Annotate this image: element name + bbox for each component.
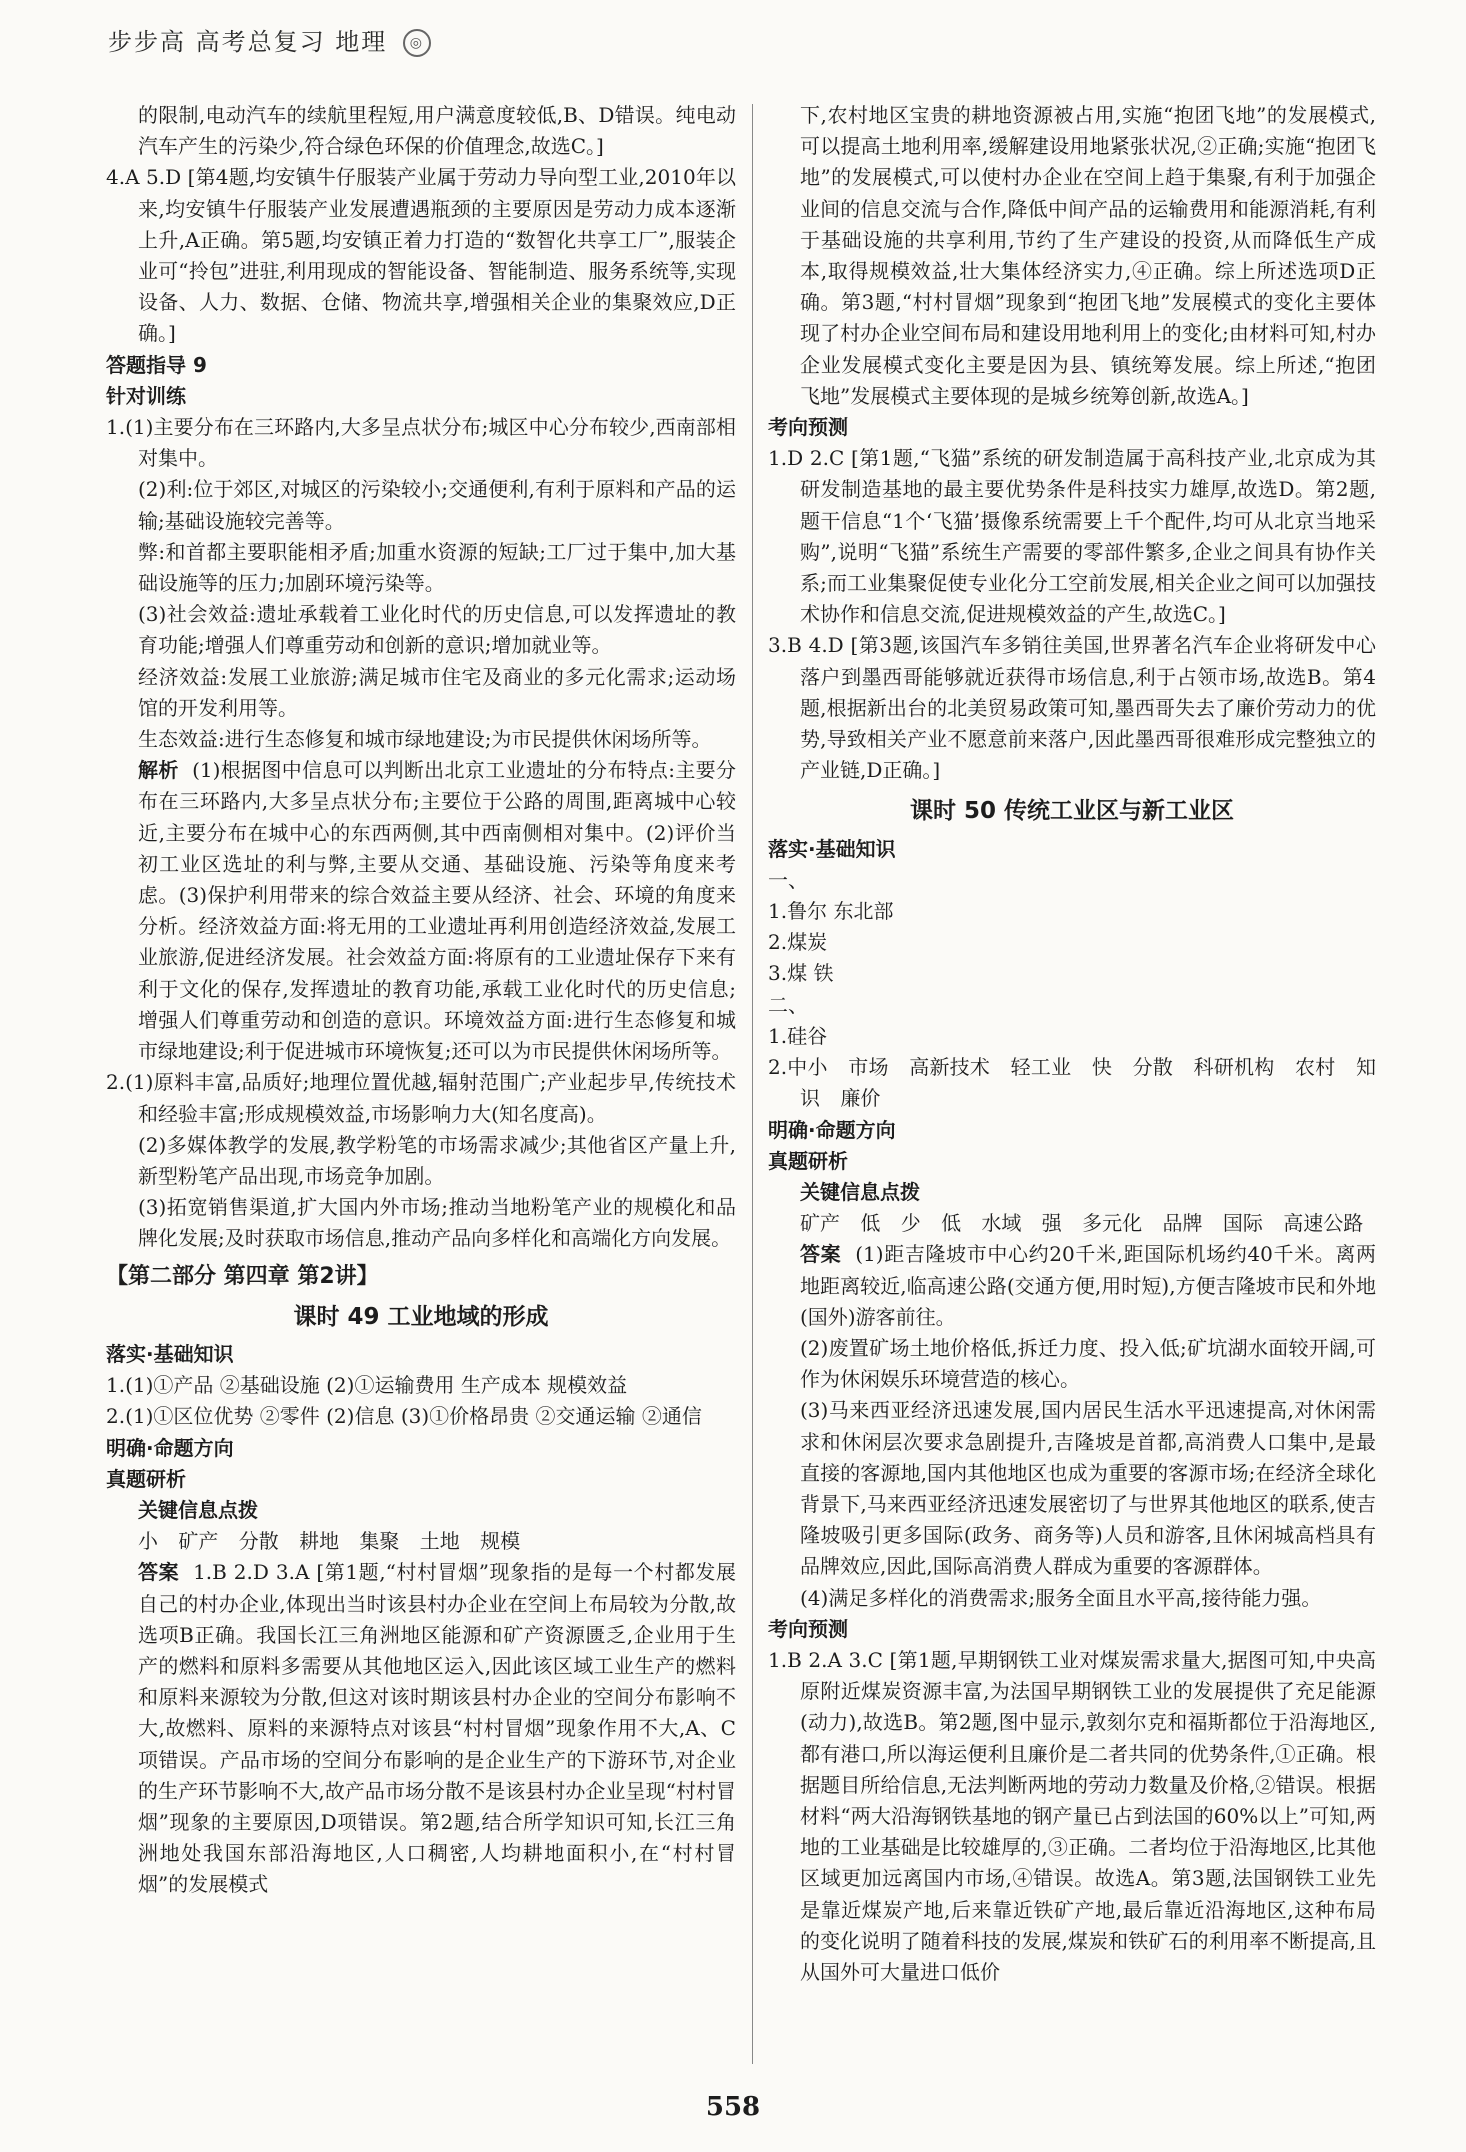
left-column [106,100,736,1901]
answer-1-3c: 生态效益:进行生态修复和城市绿地建设;为市民提供休闲场所等。 [138,727,712,752]
basic-item: 2.煤炭 [768,930,828,955]
forecast-3-4: 3.B 4.D [第3题,该国汽车多销往美国,世界著名汽车企业将研发中心落户到墨西哥能够就近获得市场信息,利于占领市场,故选B。第4题,根据新出台的北美贸易政策可知,墨西哥失去了廉价劳动力的优势,导致相关产业不愿意前来落户,因此墨西哥很难形成完整独立的产业链,D正确。] [768,633,1376,783]
answer-block [768,1239,1376,1333]
answer-4-5: 4.A 5.D [第4题,均安镇牛仔服装产业属于劳动力导向型工业,2010年以来,均安镇牛仔服装产业发展遭遇瓶颈的主要原因是劳动力成本逐渐上升,A正确。第5题,均安镇正着力打造的“数智化共享工厂”,服装企业可“拎包”进驻,利用现成的智能设备、智能制造、服务系统等,实现设备、人力、数据、仓储、物流共享,增强相关企业的集聚效应,D正确。] [106,165,736,346]
sub-heading: 一、 [768,867,808,892]
subsection-heading: 关键信息点拨 [800,1179,920,1204]
section-heading: 明确·命题方向 [106,1435,234,1460]
forecast-1-3: 1.B 2.A 3.C [第1题,早期钢铁工业对煤炭需求量大,据图可知,中央高原附近煤炭资源丰富,为法国早期钢铁工业的发展提供了充足能源(动力),故选B。第2题,图中显示,敦刻尔克和福斯都位于沿海地区,都有港口,所以海运便利且廉价是二者共同的优势条件,①正确。根据题目所给信息,无法判断两地的劳动力数量及价格,②错误。根据材料“两大沿海钢铁基地的钢产量已占到法国的60%以上”可知,两地的工业基础是比较雄厚的,③正确。二者均位于沿海地区,比其他区域更加远离国内市场,④错误。故选A。第3题,法国钢铁工业先是靠近煤炭产地,后来靠近铁矿产地,最后靠近沿海地区,这种布局的变化说明了随着科技的发展,煤炭和铁矿石的利用率不断提高,且从国外可大量进口低价 [768,1647,1376,1984]
right-column [768,100,1376,1988]
basic-item: 2.中小 市场 高新技术 轻工业 快 分散 科研机构 农村 知识 廉价 [768,1055,1376,1111]
answer-1-2: (2)利:位于郊区,对城区的污染较小;交通便利,有利于原料和产品的运输;基础设施较完善等。 [138,477,736,533]
section-heading: 考向预测 [768,1616,848,1641]
lesson-title: 课时 50 传统工业区与新工业区 [909,798,1235,825]
paragraph: 的限制,电动汽车的续航里程短,用户满意度较低,B、D错误。纯电动汽车产生的污染少,符合绿色环保的价值理念,故选C。] [138,103,736,159]
answer-block [106,1557,736,1900]
basic-2: 2.(1)①区位优势 ②零件 (2)信息 (3)①价格昂贵 ②交通运输 ②通信 [106,1404,702,1429]
part-heading: 【第二部分 第四章 第2讲】 [106,1263,379,1289]
answer-text: 1.B 2.D 3.A [第1题,“村村冒烟”现象指的是每一个村都发展自己的村办企业,体现出当时该县村办企业在空间上布局较为分散,故选项B正确。我国长江三角洲地区能源和矿产资源匮乏,企业用于生产的燃料和原料多需要从其他地区运入,因此该区域工业生产的燃料和原料来源较为分散,但这对该时期该县村办企业的空间分布影响不大,故燃料、原料的来源特点对该县“村村冒烟”现象作用不大,A、C项错误。产品市场的空间分布影响的是企业生产的下游环节,对企业的生产环节影响不大,故产品市场分散不是该县村办企业呈现“村村冒烟”现象的主要原因,D项错误。第2题,结合所学知识可知,长江三角洲地处我国东部沿海地区,人口稠密,人均耕地面积小,在“村村冒烟”的发展模式 [138,1560,737,1897]
basic-item: 1.硅谷 [768,1023,828,1048]
header-text: 步步高 高考总复习 地理 [108,28,388,56]
edition-badge-icon: ◎ [403,29,431,57]
section-heading: 答题指导 9 [106,352,207,377]
page-header [108,22,431,57]
basic-item: 1.鲁尔 东北部 [768,899,894,924]
subsection-heading: 关键信息点拨 [138,1497,258,1522]
answer-text: (1)距吉隆坡市中心约20千米,距国际机场约40千米。离两地距离较近,临高速公路(交通方便,用时短),方便吉隆坡市民和外地(国外)游客前往。 [800,1242,1376,1329]
answer-1-3b: 经济效益:发展工业旅游;满足城市住宅及商业的多元化需求;运动场馆的开发利用等。 [138,664,736,720]
section-heading: 针对训练 [106,383,186,408]
answer-label: 答案 [138,1560,180,1585]
answer-label: 答案 [800,1242,842,1267]
answer-2-1: 2.(1)原料丰富,品质好;地理位置优越,辐射范围广;产业起步早,传统技术和经验丰富;形成规模效益,市场影响力大(知名度高)。 [106,1070,736,1126]
analysis-label: 解析 [138,758,179,783]
paragraph: 下,农村地区宝贵的耕地资源被占用,实施“抱团飞地”的发展模式,可以提高土地利用率,缓解建设用地紧张状况,②正确;实施“抱团飞地”的发展模式,可以使村办企业在空间上趋于集聚,有利于加强企业间的信息交流与合作,降低中间产品的运输费用和能源消耗,有利于基础设施的共享利用,节约了生产建设的投资,从而降低生产成本,取得规模效益,壮大集体经济实力,④正确。综上所述选项D正确。第3题,“村村冒烟”现象到“抱团飞地”发展模式的变化主要体现了村办企业空间布局和建设用地利用上的变化;由材料可知,村办企业发展模式变化主要是因为县、镇统筹发展。综上所述,“抱团飞地”发展模式主要体现的是城乡统筹创新,故选A。] [800,103,1376,408]
basic-item: 3.煤 铁 [768,961,834,986]
keywords: 小 矿产 分散 耕地 集聚 土地 规模 [138,1529,521,1554]
answer-2: (2)废置矿场土地价格低,拆迁力度、投入低;矿坑湖水面较开阔,可作为休闲娱乐环境营造的核心。 [800,1335,1376,1392]
keywords: 矿产 低 少 低 水域 强 多元化 品牌 国际 高速公路 [800,1211,1364,1236]
lesson-title: 课时 49 工业地域的形成 [293,1303,549,1330]
answer-1-2b: 弊:和首都主要职能相矛盾;加重水资源的短缺;工厂过于集中,加大基础设施等的压力;加剧环境污染等。 [138,539,736,596]
basic-1: 1.(1)①产品 ②基础设施 (2)①运输费用 生产成本 规模效益 [106,1373,628,1398]
answer-1-3: (3)社会效益:遗址承载着工业化时代的历史信息,可以发挥遗址的教育功能;增强人们尊重劳动和创新的意识;增加就业等。 [138,602,736,658]
section-heading: 落实·基础知识 [768,836,896,861]
answer-1-1: 1.(1)主要分布在三环路内,大多呈点状分布;城区中心分布较少,西南部相对集中。 [106,415,736,471]
sub-heading: 二、 [768,992,808,1017]
analysis-text: (1)根据图中信息可以判断出北京工业遗址的分布特点:主要分布在三环路内,大多呈点状分布;主要位于公路的周围,距离城中心较近,主要分布在城中心的东西两侧,其中西南侧相对集中。(2)评价当初工业区选址的利与弊,主要从交通、基础设施、污染等角度来考虑。(3)保护利用带来的综合效益主要从经济、社会、环境的角度来分析。经济效益方面:将无用的工业遗址再利用创造经济效益,发展工业旅游,促进经济发展。社会效益方面:将原有的工业遗址保存下来有利于文化的保存,发挥遗址的教育功能,承载工业化时代的历史信息;增强人们尊重劳动和创造的意识。环境效益方面:进行生态修复和城市绿地建设;利于促进城市环境恢复;还可以为市民提供休闲场所等。 [138,758,737,1064]
section-heading: 落实·基础知识 [106,1341,234,1366]
answer-4: (4)满足多样化的消费需求;服务全面且水平高,接待能力强。 [800,1585,1322,1610]
section-heading: 考向预测 [768,415,848,440]
analysis [106,755,736,1067]
column-divider [752,104,753,2064]
answer-2-3: (3)拓宽销售渠道,扩大国内外市场;推动当地粉笔产业的规模化和品牌化发展;及时获取市场信息,推动产品向多样化和高端化方向发展。 [138,1195,736,1251]
section-heading: 真题研析 [768,1148,848,1173]
answer-3: (3)马来西亚经济迅速发展,国内居民生活水平迅速提高,对休闲需求和休闲层次要求急剧提升,吉隆坡是首都,高消费人口集中,是最直接的客源地,国内其他地区也成为重要的客源市场;在经济全球化背景下,马来西亚经济迅速发展密切了与世界其他地区的联系,使吉隆坡吸引更多国际(政务、商务等)人员和游客,且休闲城高档具有品牌效应,因此,国际高消费人群成为重要的客源群体。 [800,1398,1376,1579]
section-heading: 真题研析 [106,1466,186,1491]
answer-2-2: (2)多媒体教学的发展,教学粉笔的市场需求减少;其他省区产量上升,新型粉笔产品出现,市场竞争加剧。 [138,1132,736,1188]
section-heading: 明确·命题方向 [768,1117,896,1142]
page-number: 558 [705,2092,761,2122]
forecast-1-2: 1.D 2.C [第1题,“飞猫”系统的研发制造属于高科技产业,北京成为其研发制造基地的最主要优势条件是科技实力雄厚,故选D。第2题,题干信息“1个‘飞猫’摄像系统需要上千个配件,均可从北京当地采购”,说明“飞猫”系统生产需要的零部件繁多,企业之间具有协作关系;而工业集聚促使专业化分工空前发展,相关企业之间可以加强技术协作和信息交流,促进规模效益的产生,故选C。] [768,446,1376,627]
